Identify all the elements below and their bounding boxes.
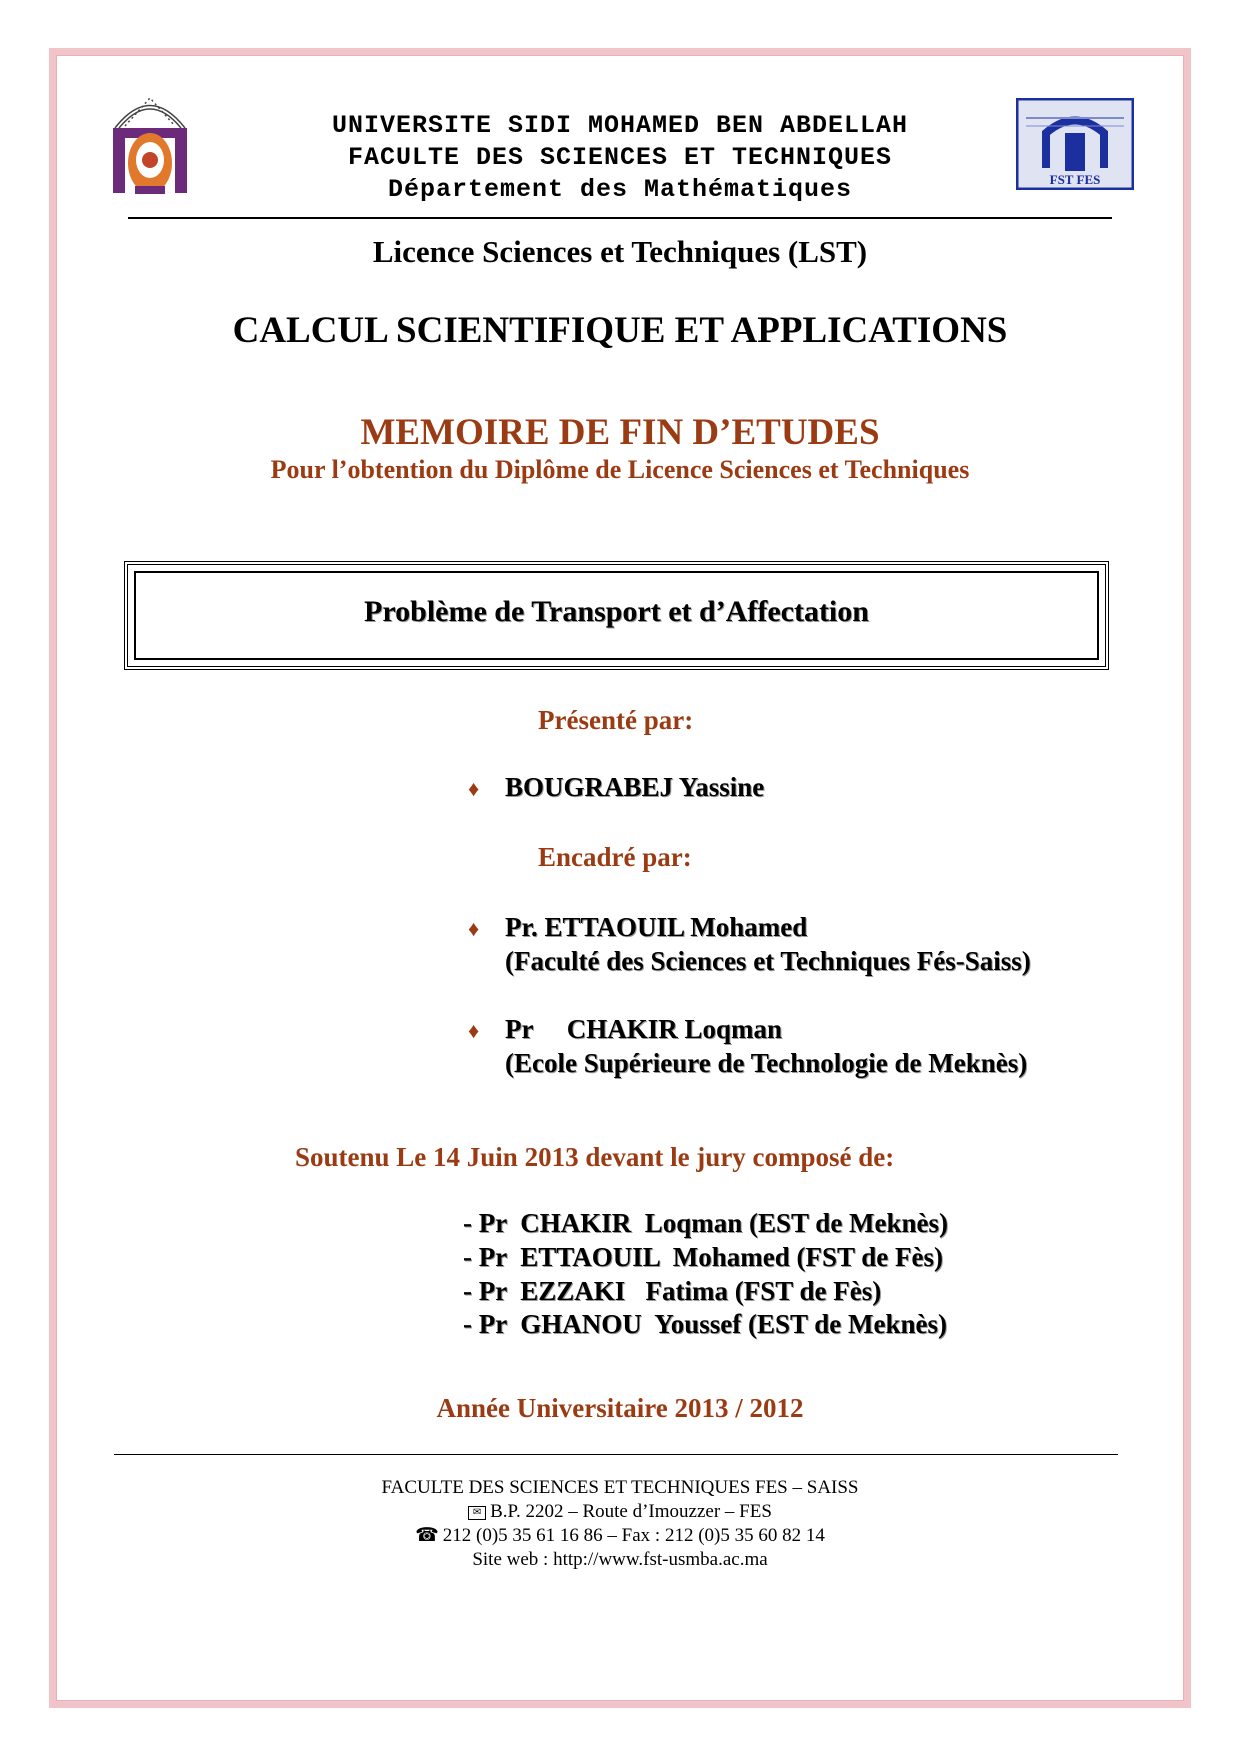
specialty-title: CALCUL SCIENTIFIQUE ET APPLICATIONS	[232, 310, 1008, 351]
footer-address-text: B.P. 2202 – Route d’Imouzzer – FES	[490, 1501, 772, 1522]
bullet-diamond-icon: ♦	[468, 776, 480, 801]
jury-member: - Pr GHANOU Youssef (EST de Meknès)	[463, 1309, 948, 1339]
footer-address	[300, 1500, 940, 1524]
footer-website[interactable]: Site web : http://www.fst-usmba.ac.ma	[472, 1549, 768, 1570]
footer-phone-text: 212 (0)5 35 61 16 86 – Fax : 212 (0)5 35 60 82 14	[442, 1525, 825, 1546]
university-name: UNIVERSITE SIDI MOHAMED BEN ABDELLAH	[331, 111, 909, 140]
footer-phone	[300, 1524, 940, 1548]
jury-member: - Pr CHAKIR Loqman (EST de Meknès)	[463, 1208, 949, 1238]
jury-label: Soutenu Le 14 Juin 2013 devant le jury composé de:	[295, 1142, 895, 1172]
university-logo	[105, 88, 195, 198]
supervisor-name: Pr CHAKIR Loqman	[505, 1014, 783, 1044]
header-rule	[128, 217, 1112, 219]
memoire-title: MEMOIRE DE FIN D’ETUDES	[360, 412, 880, 453]
memoire-subtitle: Pour l’obtention du Diplôme de Licence Sciences et Techniques	[270, 455, 970, 484]
academic-year: Année Universitaire 2013 / 2012	[436, 1393, 804, 1423]
department-name: Département des Mathématiques	[387, 175, 853, 204]
faculty-name: FACULTE DES SCIENCES ET TECHNIQUES	[347, 143, 893, 172]
thesis-title: Problème de Transport et d’Affectation	[364, 595, 869, 628]
footer-faculty: FACULTE DES SCIENCES ET TECHNIQUES FES – SAISS	[381, 1477, 859, 1498]
bullet-diamond-icon: ♦	[468, 1018, 480, 1043]
footer-rule	[114, 1454, 1118, 1455]
phone-icon: ☎	[415, 1525, 439, 1546]
fst-logo-text: FST FES	[1049, 172, 1101, 187]
jury-member: - Pr EZZAKI Fatima (FST de Fès)	[463, 1276, 882, 1306]
supervisor-affiliation: (Ecole Supérieure de Technologie de Meknès)	[505, 1048, 1028, 1078]
jury-member: - Pr ETTAOUIL Mohamed (FST de Fès)	[463, 1242, 944, 1272]
program-name: Licence Sciences et Techniques (LST)	[372, 234, 868, 269]
supervised-by-label: Encadré par:	[538, 842, 692, 872]
mailbox-icon: ✉	[468, 1506, 486, 1520]
bullet-diamond-icon: ♦	[468, 916, 480, 941]
supervisor-affiliation: (Faculté des Sciences et Techniques Fés-Saiss)	[505, 946, 1031, 976]
supervisor-name: Pr. ETTAOUIL Mohamed	[505, 912, 808, 942]
presented-by-label: Présenté par:	[538, 705, 694, 735]
student-name: BOUGRABEJ Yassine	[505, 772, 765, 802]
